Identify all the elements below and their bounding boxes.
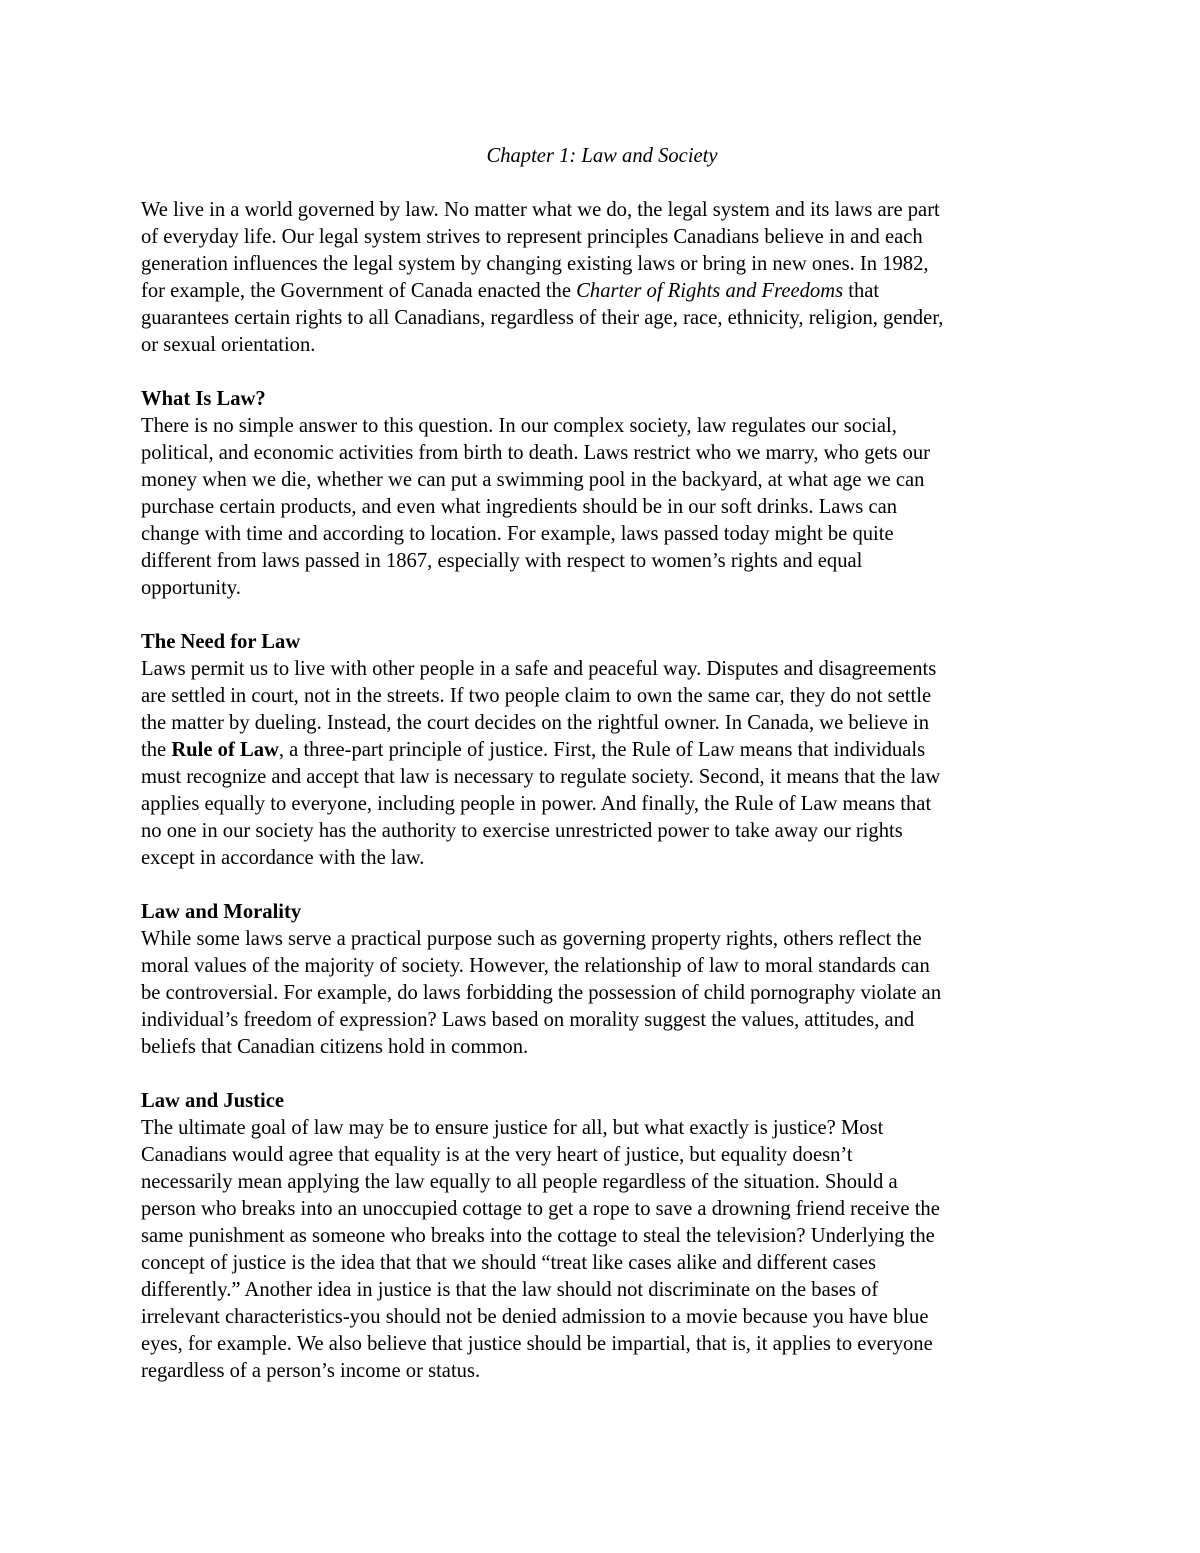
- paragraph-line: no one in our society has the authority to exercise unrestricted power to take away our rights: [141, 820, 903, 842]
- paragraph-line: except in accordance with the law.: [141, 847, 425, 869]
- section-heading: The Need for Law: [141, 631, 301, 653]
- section-what-is-law: [141, 386, 1063, 602]
- paragraph-line: change with time and according to location. For example, laws passed today might be quite: [141, 523, 894, 545]
- paragraph-line: irrelevant characteristics-you should not be denied admission to a movie because you have blue: [141, 1306, 929, 1328]
- intro-paragraph: [141, 197, 1063, 359]
- paragraph-line: person who breaks into an unoccupied cottage to get a rope to save a drowning friend receive the: [141, 1198, 940, 1220]
- paragraph-line: necessarily mean applying the law equally to all people regardless of the situation. Should a: [141, 1171, 898, 1193]
- section-need-for-law: [141, 629, 1063, 872]
- paragraph-line: the Rule of Law, a three-part principle of justice. First, the Rule of Law means that individuals: [141, 739, 926, 761]
- intro-line: We live in a world governed by law. No matter what we do, the legal system and its laws are part: [141, 199, 940, 221]
- charter-title-italic: Charter of Rights and Freedoms: [576, 280, 844, 302]
- paragraph-line: Canadians would agree that equality is at the very heart of justice, but equality doesn’t: [141, 1144, 853, 1166]
- section-paragraph: [141, 1115, 1063, 1385]
- paragraph-line: While some laws serve a practical purpose such as governing property rights, others reflect the: [141, 928, 922, 950]
- section-paragraph: [141, 926, 1063, 1061]
- paragraph-line: The ultimate goal of law may be to ensure justice for all, but what exactly is justice? Most: [141, 1117, 884, 1139]
- paragraph-line: concept of justice is the idea that that we should “treat like cases alike and different cases: [141, 1252, 876, 1274]
- paragraph-line: differently.” Another idea in justice is that the law should not discriminate on the bases of: [141, 1279, 879, 1301]
- paragraph-line: beliefs that Canadian citizens hold in common.: [141, 1036, 529, 1058]
- section-paragraph: [141, 656, 1063, 872]
- section-heading: What Is Law?: [141, 388, 266, 410]
- rule-of-law-bold: Rule of Law: [171, 739, 279, 761]
- paragraph-line: There is no simple answer to this question. In our complex society, law regulates our social,: [141, 415, 897, 437]
- paragraph-line: Laws permit us to live with other people in a safe and peaceful way. Disputes and disagreements: [141, 658, 937, 680]
- section-paragraph: [141, 413, 1063, 602]
- section-law-and-morality: [141, 899, 1063, 1061]
- paragraph-line: political, and economic activities from birth to death. Laws restrict who we marry, who gets our: [141, 442, 931, 464]
- intro-line: or sexual orientation.: [141, 334, 316, 356]
- section-heading: Law and Morality: [141, 901, 302, 923]
- paragraph-line: purchase certain products, and even what ingredients should be in our soft drinks. Laws can: [141, 496, 898, 518]
- section-law-and-justice: [141, 1088, 1063, 1385]
- paragraph-line: different from laws passed in 1867, especially with respect to women’s rights and equal: [141, 550, 863, 572]
- paragraph-line: moral values of the majority of society. However, the relationship of law to moral standards can: [141, 955, 930, 977]
- paragraph-line: applies equally to everyone, including people in power. And finally, the Rule of Law means that: [141, 793, 932, 815]
- intro-line: generation influences the legal system by changing existing laws or bring in new ones. In 1982,: [141, 253, 929, 275]
- paragraph-line: eyes, for example. We also believe that justice should be impartial, that is, it applies to everyone: [141, 1333, 933, 1355]
- document-body: [141, 143, 1063, 1385]
- paragraph-line: money when we die, whether we can put a swimming pool in the backyard, at what age we can: [141, 469, 925, 491]
- paragraph-line: must recognize and accept that law is necessary to regulate society. Second, it means that the law: [141, 766, 941, 788]
- paragraph-line: same punishment as someone who breaks into the cottage to steal the television? Underlying the: [141, 1225, 935, 1247]
- paragraph-line: are settled in court, not in the streets. If two people claim to own the same car, they do not settle: [141, 685, 932, 707]
- chapter-title: Chapter 1: Law and Society: [486, 145, 718, 167]
- intro-line: of everyday life. Our legal system strives to represent principles Canadians believe in and each: [141, 226, 923, 248]
- paragraph-line: opportunity.: [141, 577, 241, 599]
- intro-line: for example, the Government of Canada enacted the Charter of Rights and Freedoms that: [141, 280, 880, 302]
- paragraph-line: individual’s freedom of expression? Laws based on morality suggest the values, attitudes, and: [141, 1009, 915, 1031]
- paragraph-line: be controversial. For example, do laws forbidding the possession of child pornography violate an: [141, 982, 942, 1004]
- intro-line: guarantees certain rights to all Canadians, regardless of their age, race, ethnicity, religion, gender,: [141, 307, 944, 329]
- paragraph-line: the matter by dueling. Instead, the court decides on the rightful owner. In Canada, we believe in: [141, 712, 930, 734]
- paragraph-line: regardless of a person’s income or status.: [141, 1360, 481, 1382]
- section-heading: Law and Justice: [141, 1090, 285, 1112]
